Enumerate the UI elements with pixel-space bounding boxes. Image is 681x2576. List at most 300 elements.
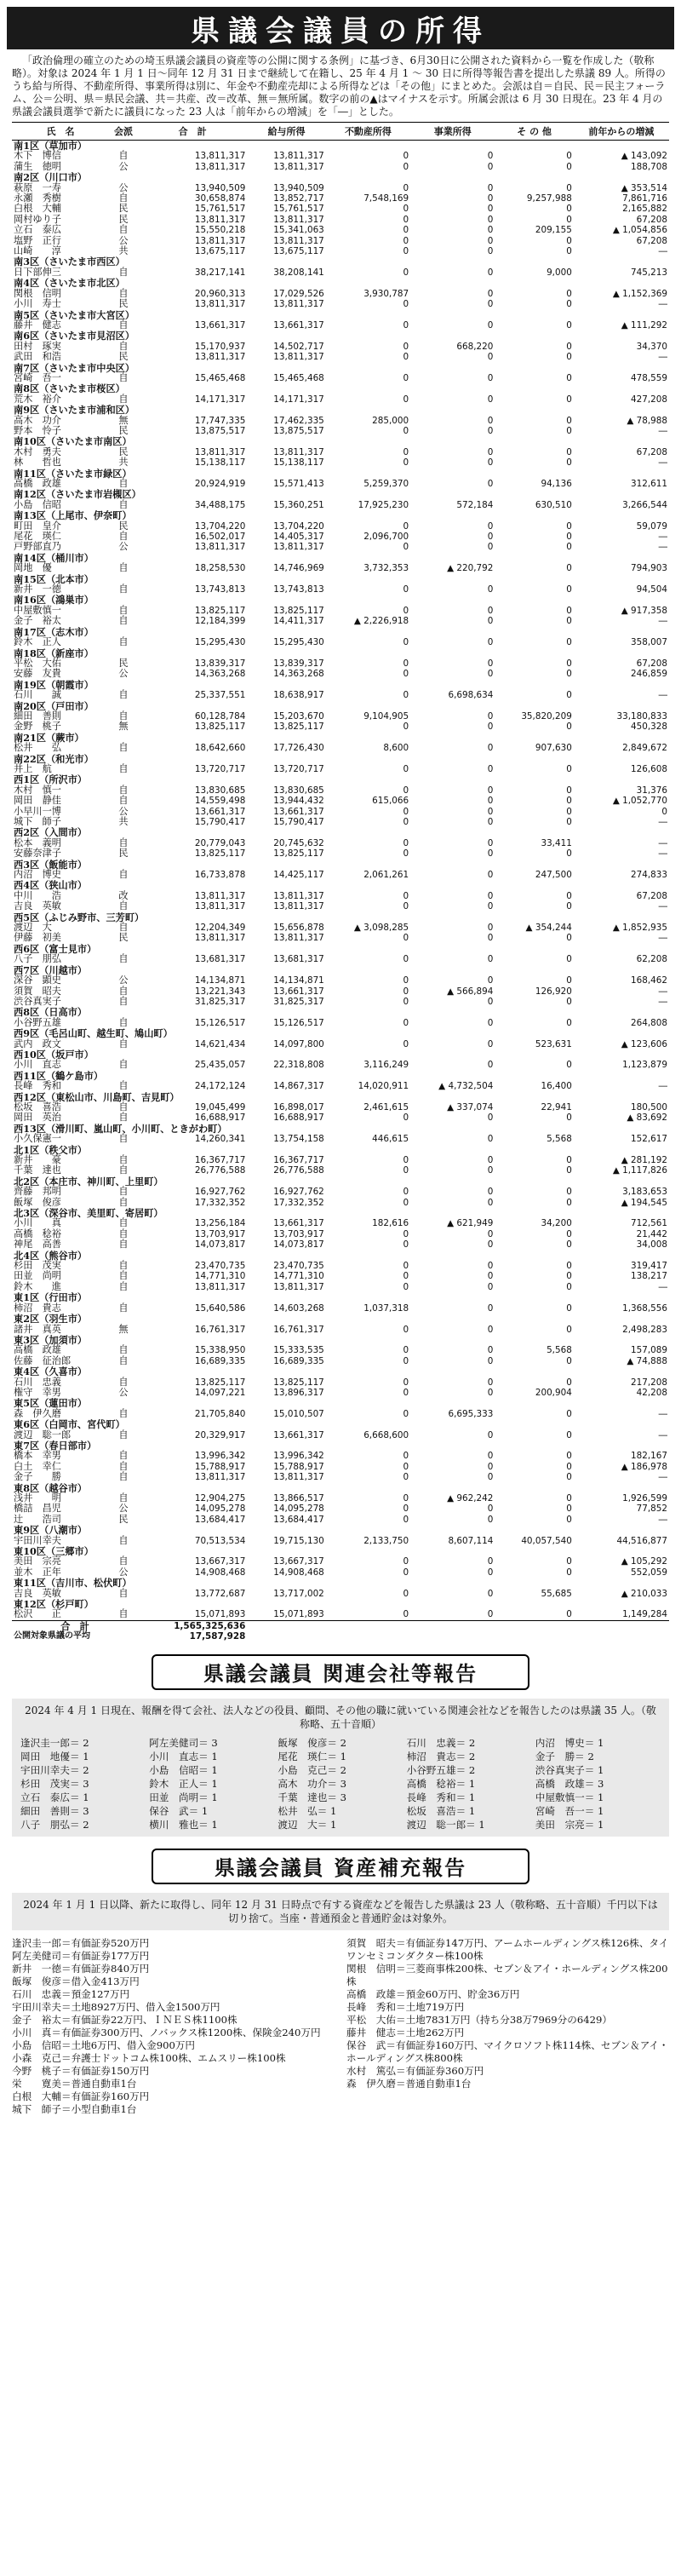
member-party: 自 [118, 953, 129, 965]
income-salary: 15,571,413 [273, 479, 324, 489]
income-other: 247,500 [535, 870, 572, 881]
district-label: 東7区（春日部市） [14, 1439, 97, 1452]
member-party: 公 [118, 181, 129, 193]
income-realestate: 0 [403, 1324, 409, 1335]
member-name: 松本 義明 [14, 837, 61, 848]
income-business: 0 [487, 1281, 494, 1292]
income-other: 0 [566, 806, 572, 817]
income-salary: 13,811,317 [273, 299, 324, 310]
income-change: 2,498,283 [622, 1324, 667, 1335]
income-change: ▲ 74,888 [627, 1355, 667, 1366]
member-party: 民 [118, 446, 129, 457]
member-name: 藤井 健志 [14, 319, 61, 331]
income-business: 0 [487, 1228, 494, 1239]
income-other: 0 [566, 890, 572, 901]
income-total: 70,513,534 [194, 1535, 246, 1546]
income-business: 0 [487, 975, 494, 986]
member-party: 自 [118, 1534, 129, 1546]
table-row [12, 997, 669, 1007]
income-business: ▲ 962,242 [447, 1493, 494, 1504]
district-label: 東6区（白岡市、宮代町） [14, 1418, 125, 1431]
income-realestate: 3,732,353 [363, 563, 409, 574]
related-item: 鈴木 正人＝ 1 [149, 1777, 218, 1790]
income-business: 0 [487, 796, 494, 807]
income-change: 712,561 [631, 1218, 667, 1229]
member-party: 自 [118, 900, 129, 912]
income-business: 0 [487, 722, 494, 733]
district-label: 西13区（滑川町、嵐山町、小川町、ときがわ町） [14, 1122, 227, 1135]
income-other: 0 [566, 151, 572, 162]
income-salary: 13,825,117 [273, 1377, 324, 1388]
income-realestate: 0 [403, 1451, 409, 1462]
income-business: 0 [487, 446, 494, 457]
income-business: 0 [487, 1239, 494, 1251]
income-realestate: ▲ 3,098,285 [353, 923, 409, 934]
district-label: 西4区（狭山市） [14, 879, 88, 892]
income-realestate: 0 [403, 151, 409, 162]
income-realestate: 0 [403, 225, 409, 236]
income-business: 0 [487, 415, 494, 426]
income-other: 55,685 [541, 1588, 572, 1599]
income-salary: 15,656,878 [273, 923, 324, 934]
member-name: 松坂 喜浩 [14, 1101, 61, 1113]
income-salary: 13,661,317 [273, 319, 324, 331]
income-business: 0 [487, 1324, 494, 1335]
district-label: 南5区（さいたま市大宮区） [14, 308, 135, 321]
district-row [12, 912, 669, 923]
district-row [12, 141, 669, 152]
header-name: 氏 名 [12, 123, 109, 141]
income-total: 13,256,184 [194, 1218, 246, 1229]
income-business: 0 [487, 954, 494, 965]
income-realestate: 0 [403, 1514, 409, 1525]
income-realestate: 0 [403, 890, 409, 901]
income-total: 16,689,335 [194, 1355, 246, 1366]
income-change: 67,208 [636, 235, 667, 246]
member-name: 渡辺 聡一郎 [14, 1429, 72, 1440]
related-item: 小川 直志＝ 1 [149, 1750, 218, 1762]
income-total: 13,661,317 [194, 319, 246, 331]
income-change: ― [658, 1514, 667, 1525]
member-party: 無 [118, 1323, 129, 1335]
income-business: 0 [487, 817, 494, 827]
asset-entry: 長峰 秀和＝土地719万円 [346, 2000, 465, 2013]
income-business: 0 [487, 785, 494, 796]
district-row [12, 510, 669, 520]
member-name: 権守 幸男 [14, 1386, 61, 1398]
table-row [12, 1356, 669, 1366]
member-party: 自 [118, 837, 129, 848]
income-business: 8,607,114 [448, 1535, 494, 1546]
member-name: 山崎 淳 [14, 245, 61, 257]
district-label: 南1区（草加市） [14, 140, 88, 152]
income-salary: 13,811,317 [273, 352, 324, 363]
district-row [12, 331, 669, 341]
district-label: 南16区（鴻巣市） [14, 594, 94, 607]
member-name: 武田 和浩 [14, 351, 61, 363]
income-realestate: 0 [403, 1588, 409, 1599]
member-name: 塩野 正行 [14, 234, 61, 246]
income-change: 34,370 [636, 341, 667, 352]
income-total: 13,661,317 [194, 806, 246, 817]
income-change: 1,149,284 [622, 1609, 667, 1620]
member-party: 自 [118, 1038, 129, 1049]
related-item: 渋谷真実子＝ 1 [535, 1763, 604, 1776]
income-total: 25,337,551 [194, 690, 246, 701]
income-business: 0 [487, 848, 494, 860]
assets-list [12, 1937, 669, 2116]
member-name: 田村 琢実 [14, 340, 61, 352]
income-total: 14,095,278 [194, 1504, 246, 1515]
income-total: 12,204,349 [194, 923, 246, 934]
income-salary: 13,811,317 [273, 235, 324, 246]
header-change: 前年からの増減 [574, 123, 669, 141]
table-row [12, 986, 669, 997]
income-total: 14,073,817 [194, 1239, 246, 1251]
income-realestate: 0 [403, 954, 409, 965]
income-salary: 13,825,117 [273, 605, 324, 616]
income-total: 25,435,057 [194, 1060, 246, 1071]
income-salary: 13,667,317 [273, 1556, 324, 1567]
member-party: 自 [118, 762, 129, 774]
member-party: 自 [118, 1217, 129, 1229]
income-realestate: 0 [403, 1472, 409, 1483]
income-other: 0 [566, 235, 572, 246]
member-name: 小島 信昭 [14, 498, 61, 510]
member-party: 自 [118, 604, 129, 616]
income-realestate: 17,925,230 [358, 499, 409, 510]
income-salary: 14,603,268 [273, 1302, 324, 1314]
member-name: 森 伊久磨 [14, 1407, 61, 1419]
member-name: 武内 政文 [14, 1038, 61, 1049]
income-salary: 14,134,871 [273, 975, 324, 986]
income-total: 16,927,762 [194, 1187, 246, 1198]
income-change: 94,504 [636, 584, 667, 595]
member-name: 高橋 政雄 [14, 478, 61, 489]
income-change: ▲ 194,545 [621, 1197, 667, 1208]
income-other: 0 [566, 584, 572, 595]
member-name: 関根 信明 [14, 287, 61, 299]
income-other: 0 [566, 1408, 572, 1419]
district-label: 東12区（杉戸町） [14, 1598, 94, 1611]
member-party: 自 [118, 478, 129, 489]
income-salary: 15,790,417 [273, 817, 324, 827]
asset-entry: 保谷 武＝有価証券160万円、マイクロソフト株114株、セブン＆アイ・ホールディングス株800株 [346, 2038, 669, 2064]
member-name: 石川 忠義 [14, 1376, 61, 1388]
income-salary: 13,754,158 [273, 1134, 324, 1145]
related-list [20, 1736, 661, 1831]
asset-entry: 新井 一徳＝有価証券840万円 [12, 1962, 150, 1975]
member-name: 宇田川幸夫 [14, 1534, 61, 1546]
member-name: 吉良 英敏 [14, 1587, 61, 1599]
income-change: ▲ 143,092 [621, 151, 667, 162]
member-party: 自 [118, 1429, 129, 1440]
income-total: 13,811,317 [194, 446, 246, 457]
income-other: 0 [566, 669, 572, 680]
member-name: 白土 幸仁 [14, 1460, 61, 1472]
income-realestate: 0 [403, 425, 409, 436]
table-row [12, 151, 669, 161]
income-realestate: 0 [403, 235, 409, 246]
member-name: 小川 真 [14, 1217, 61, 1229]
income-salary: 16,898,017 [273, 1101, 324, 1113]
income-change: 59,079 [636, 520, 667, 532]
table-row [12, 807, 669, 817]
table-row [12, 1377, 669, 1388]
income-change: 450,328 [631, 722, 667, 733]
member-party: 自 [118, 319, 129, 331]
income-salary: 23,470,735 [273, 1261, 324, 1272]
income-other: 0 [566, 954, 572, 965]
income-realestate: 0 [403, 1261, 409, 1272]
related-item: 高橋 政雄＝ 3 [535, 1777, 604, 1790]
income-other: 907,630 [535, 743, 572, 754]
income-total: 13,743,813 [194, 584, 246, 595]
member-party: 自 [118, 371, 129, 383]
income-business: 0 [487, 584, 494, 595]
income-salary: 16,367,717 [273, 1155, 324, 1165]
income-salary: 15,010,507 [273, 1408, 324, 1419]
income-business: 0 [487, 1504, 494, 1515]
income-total: 14,559,498 [194, 796, 246, 807]
income-other: 0 [566, 341, 572, 352]
income-business: 0 [487, 923, 494, 934]
income-salary: 13,661,317 [273, 806, 324, 817]
income-change: 44,516,877 [616, 1535, 667, 1546]
district-row [12, 1314, 669, 1324]
income-other: 0 [566, 394, 572, 405]
income-change: 180,500 [631, 1101, 667, 1113]
income-salary: 15,333,535 [273, 1345, 324, 1356]
income-change: 126,608 [631, 763, 667, 774]
income-other: 0 [566, 520, 572, 532]
income-other: 16,400 [541, 1081, 572, 1092]
income-business: 0 [487, 288, 494, 299]
district-row [12, 383, 669, 394]
member-party: 無 [118, 721, 129, 733]
district-label: 西7区（川越市） [14, 963, 88, 976]
asset-entry: 城下 師子＝小型自動車1台 [12, 2102, 137, 2115]
district-label: 南3区（さいたま市西区） [14, 256, 125, 268]
income-realestate: 9,104,905 [363, 710, 409, 722]
member-name: 諸井 真英 [14, 1323, 61, 1335]
member-party: 自 [118, 795, 129, 807]
member-party: 自 [118, 1344, 129, 1356]
member-party: 自 [118, 498, 129, 510]
member-name: 佐藤 征治郎 [14, 1354, 72, 1366]
income-change: ― [658, 542, 667, 553]
income-realestate: 0 [403, 996, 409, 1007]
income-other: 5,568 [547, 1134, 572, 1145]
average-value: 17,587,928 [189, 1631, 246, 1642]
income-other: 94,136 [541, 479, 572, 489]
income-salary: 15,295,430 [273, 637, 324, 648]
related-item: 杉田 茂実＝ 3 [20, 1777, 89, 1790]
related-item: 小島 克己＝ 2 [278, 1763, 347, 1776]
income-business: 0 [487, 1451, 494, 1462]
income-realestate: 0 [403, 722, 409, 733]
income-business: 0 [487, 669, 494, 680]
member-name: 小久保憲一 [14, 1133, 61, 1145]
income-total: 21,705,840 [194, 1408, 246, 1419]
table-row [12, 870, 669, 880]
income-business: 0 [487, 1165, 494, 1176]
member-party: 民 [118, 520, 129, 532]
district-label: 東3区（加須市） [14, 1333, 88, 1346]
member-party: 自 [118, 1280, 129, 1292]
income-business: ▲ 220,792 [447, 563, 494, 574]
income-other: 0 [566, 1239, 572, 1251]
member-party: 自 [118, 1080, 129, 1092]
income-business: 668,220 [456, 341, 494, 352]
table-row [12, 606, 669, 616]
income-salary: 15,761,517 [273, 204, 324, 215]
income-other: 0 [566, 1377, 572, 1388]
district-label: 北2区（本庄市、神川町、上里町） [14, 1175, 163, 1187]
income-realestate: 0 [403, 1345, 409, 1356]
member-party: 自 [118, 710, 129, 722]
table-header [12, 123, 669, 141]
income-total: 15,295,430 [194, 637, 246, 648]
income-other: 0 [566, 637, 572, 648]
income-change: 34,008 [636, 1239, 667, 1251]
member-party: 無 [118, 414, 129, 426]
district-row [12, 1578, 669, 1588]
income-change: 188,708 [631, 161, 667, 172]
member-party: 自 [118, 562, 129, 574]
income-realestate: 0 [403, 669, 409, 680]
income-salary: 13,825,117 [273, 848, 324, 860]
income-other: 0 [566, 975, 572, 986]
member-party: 公 [118, 805, 129, 817]
income-total: 15,071,893 [194, 1609, 246, 1620]
district-label: 南17区（志木市） [14, 625, 94, 638]
income-realestate: 0 [403, 341, 409, 352]
related-item: 宮崎 吾一＝ 1 [535, 1804, 604, 1817]
income-salary: 18,638,917 [273, 690, 324, 701]
asset-entry: 飯塚 俊彦＝借入金413万円 [12, 1975, 140, 1987]
income-realestate: 3,930,787 [363, 288, 409, 299]
table-row [12, 1229, 669, 1239]
income-other: 0 [566, 542, 572, 553]
table-row [12, 711, 669, 722]
income-salary: 17,029,526 [273, 288, 324, 299]
income-realestate: 0 [403, 394, 409, 405]
income-total: 13,825,117 [194, 1377, 246, 1388]
district-row [12, 172, 669, 182]
income-total: 13,811,317 [194, 299, 246, 310]
district-label: 東5区（蓮田市） [14, 1397, 88, 1410]
income-change: 217,208 [631, 1377, 667, 1388]
income-business: 0 [487, 532, 494, 543]
income-salary: 13,811,317 [273, 933, 324, 944]
income-business: 0 [487, 319, 494, 331]
district-row [12, 278, 669, 288]
income-change: ▲ 123,606 [621, 1038, 667, 1049]
member-name: 小早川一博 [14, 805, 61, 817]
income-other: 0 [566, 1060, 572, 1071]
income-other: 0 [566, 817, 572, 827]
income-total: 20,779,043 [194, 837, 246, 848]
member-name: 橋本 幸男 [14, 1450, 61, 1462]
member-name: 杉田 茂実 [14, 1260, 61, 1272]
income-salary: 13,703,917 [273, 1228, 324, 1239]
income-realestate: 0 [403, 637, 409, 648]
income-other: 0 [566, 1451, 572, 1462]
asset-entry: 逢沢圭一郎＝有価証券520万円 [12, 1936, 150, 1949]
member-party: 民 [118, 298, 129, 310]
table-row [12, 215, 669, 225]
assets-title: 県議会議員 資産補充報告 [152, 1849, 529, 1884]
income-other: 0 [566, 1187, 572, 1198]
income-change: ― [658, 299, 667, 310]
table-row [12, 1261, 669, 1271]
income-salary: 15,788,917 [273, 1461, 324, 1472]
member-party: 自 [118, 1164, 129, 1176]
member-name: 日下部伸三 [14, 266, 61, 278]
income-change: 31,376 [636, 785, 667, 796]
related-item: 高橋 稔裕＝ 1 [406, 1777, 476, 1790]
income-other: 0 [566, 214, 572, 225]
district-label: 西2区（入間市） [14, 826, 88, 839]
income-other: 0 [566, 563, 572, 574]
income-business: 0 [487, 1588, 494, 1599]
income-change: ▲ 186,978 [621, 1461, 667, 1472]
district-label: 東11区（吉川市、松伏町） [14, 1577, 132, 1590]
income-business: ▲ 4,732,504 [438, 1081, 494, 1092]
member-party: 自 [118, 1101, 129, 1113]
member-party: 自 [118, 1260, 129, 1272]
district-row [12, 1092, 669, 1102]
income-other: 33,411 [541, 837, 572, 848]
table-row [12, 1039, 669, 1049]
table-row [12, 838, 669, 848]
income-salary: 13,743,813 [273, 584, 324, 595]
table-row [12, 342, 669, 352]
asset-entry: 藤井 健志＝土地262万円 [346, 2026, 465, 2038]
average-label: 公開対象県議の平均 [14, 1631, 90, 1642]
income-realestate: 0 [403, 1271, 409, 1282]
table-row [12, 183, 669, 193]
asset-entry: 小川 真＝有価証券300万円、ノバックス株1200株、保険金240万円 [12, 2026, 321, 2038]
member-name: 柿沼 貴志 [14, 1302, 61, 1314]
income-other: 126,920 [535, 986, 572, 997]
table-row [12, 236, 669, 246]
district-label: 南4区（さいたま市北区） [14, 277, 125, 290]
income-total: 19,045,499 [194, 1101, 246, 1113]
income-salary: 13,896,317 [273, 1387, 324, 1398]
income-total: 13,825,117 [194, 605, 246, 616]
income-other: 0 [566, 352, 572, 363]
income-total: 16,761,317 [194, 1324, 246, 1335]
table-row [12, 225, 669, 235]
income-change: 246,859 [631, 669, 667, 680]
table-row [12, 743, 669, 753]
income-realestate: 615,066 [372, 796, 409, 807]
income-total: 13,811,317 [194, 151, 246, 162]
table-row [12, 690, 669, 700]
related-item: 横川 雅也＝ 1 [149, 1818, 218, 1831]
income-change: ― [658, 933, 667, 944]
income-realestate: 0 [403, 658, 409, 669]
member-name: 蒲生 徳明 [14, 160, 61, 172]
income-other: ▲ 354,244 [525, 923, 572, 934]
income-total: 13,830,685 [194, 785, 246, 796]
member-party: 自 [118, 1186, 129, 1198]
income-realestate: 0 [403, 975, 409, 986]
member-party: 民 [118, 203, 129, 215]
member-party: 自 [118, 287, 129, 299]
